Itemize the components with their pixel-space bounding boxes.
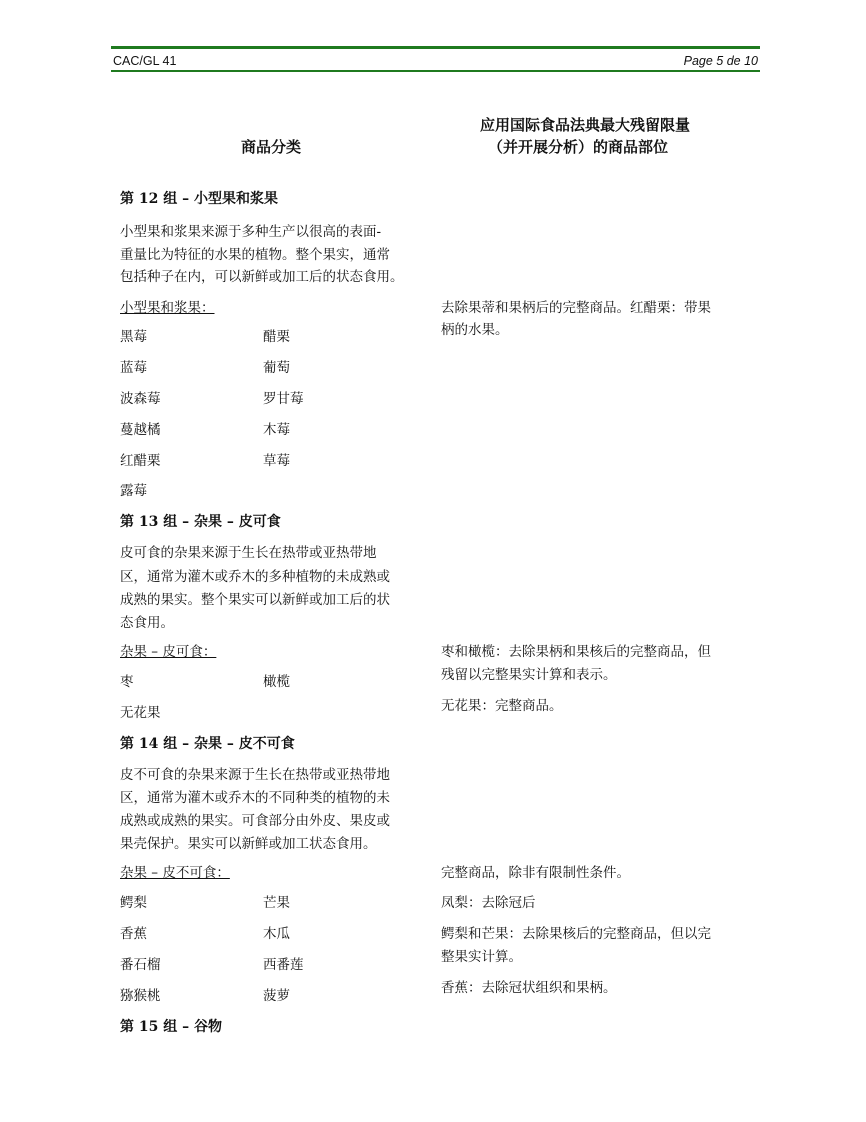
group-description: 皮不可食的杂果来源于生长在热带或亚热带地 [120, 767, 390, 783]
commodity-item: 猕猴桃 [120, 988, 161, 1004]
commodity-item: 露莓 [120, 483, 147, 499]
right-column-title-1: 应用国际食品法典最大残留限量 [480, 116, 691, 134]
group-description: 重量比为特征的水果的植物。整个果实，通常 [120, 247, 390, 263]
commodity-item: 枣 [120, 674, 134, 690]
group-description: 区，通常为灌木或乔木的多种植物的未成熟或 [120, 569, 390, 585]
group-heading: 第 14 组 – 杂果 – 皮不可食 [120, 736, 295, 752]
commodity-item: 木瓜 [263, 926, 290, 942]
commodity-portion: 完整商品，除非有限制性条件。 [441, 865, 630, 881]
group-description: 态食用。 [120, 615, 174, 631]
commodity-portion: 枣和橄榄：去除果柄和果核后的完整商品，但 [441, 644, 711, 660]
commodity-portion: 香蕉：去除冠状组织和果柄。 [441, 980, 617, 996]
group-description: 成熟的果实。整个果实可以新鲜或加工后的状 [120, 592, 390, 608]
commodity-portion: 凤梨：去除冠后 [441, 895, 536, 911]
commodity-item: 木莓 [263, 422, 290, 438]
commodity-portion: 无花果：完整商品。 [441, 698, 563, 714]
commodity-item: 葡萄 [263, 360, 290, 376]
commodity-item: 红醋栗 [120, 453, 161, 469]
group-description: 皮可食的杂果来源于生长在热带或亚热带地 [120, 545, 377, 561]
group-heading: 第 12 组 – 小型果和浆果 [120, 191, 278, 207]
commodity-item: 无花果 [120, 705, 161, 721]
commodity-item: 芒果 [263, 895, 290, 911]
commodity-item: 西番莲 [263, 957, 304, 973]
group-description: 果壳保护。果实可以新鲜或加工状态食用。 [120, 836, 377, 852]
group-heading: 第 15 组 – 谷物 [120, 1019, 222, 1035]
commodity-item: 罗甘莓 [263, 391, 304, 407]
commodity-item: 波森莓 [120, 391, 161, 407]
commodity-portion: 鳄梨和芒果：去除果核后的完整商品，但以完 [441, 926, 711, 942]
commodity-portion: 柄的水果。 [441, 322, 509, 338]
commodity-portion: 整果实计算。 [441, 949, 522, 965]
doc-code: CAC/GL 41 [113, 54, 177, 68]
header-bottom-rule [111, 70, 760, 72]
commodity-item: 香蕉 [120, 926, 147, 942]
group-description: 小型果和浆果来源于多种生产以很高的表面- [120, 224, 382, 240]
group-description: 包括种子在内，可以新鲜或加工后的状态食用。 [120, 269, 404, 285]
commodity-item: 蓝莓 [120, 360, 147, 376]
group-subheading: 杂果 – 皮可食： [120, 644, 217, 660]
commodity-item: 黑莓 [120, 329, 147, 345]
group-subheading: 小型果和浆果： [120, 300, 215, 316]
commodity-portion: 残留以完整果实计算和表示。 [441, 667, 617, 683]
commodity-item: 醋栗 [263, 329, 290, 345]
commodity-item: 鳄梨 [120, 895, 147, 911]
commodity-item: 蔓越橘 [120, 422, 161, 438]
group-subheading: 杂果 – 皮不可食： [120, 865, 230, 881]
page-number: Page 5 de 10 [683, 54, 758, 68]
commodity-item: 菠萝 [263, 988, 290, 1004]
commodity-portion: 去除果蒂和果柄后的完整商品。红醋栗：带果 [441, 300, 711, 316]
left-column-title: 商品分类 [241, 138, 302, 156]
header-top-rule [111, 46, 760, 49]
commodity-item: 番石榴 [120, 957, 161, 973]
group-description: 区，通常为灌木或乔木的不同种类的植物的未 [120, 790, 390, 806]
commodity-item: 草莓 [263, 453, 290, 469]
right-column-title-2: （并开展分析）的商品部位 [488, 138, 669, 156]
group-description: 成熟或成熟的果实。可食部分由外皮、果皮或 [120, 813, 390, 829]
group-heading: 第 13 组 – 杂果 – 皮可食 [120, 514, 281, 530]
commodity-item: 橄榄 [263, 674, 290, 690]
